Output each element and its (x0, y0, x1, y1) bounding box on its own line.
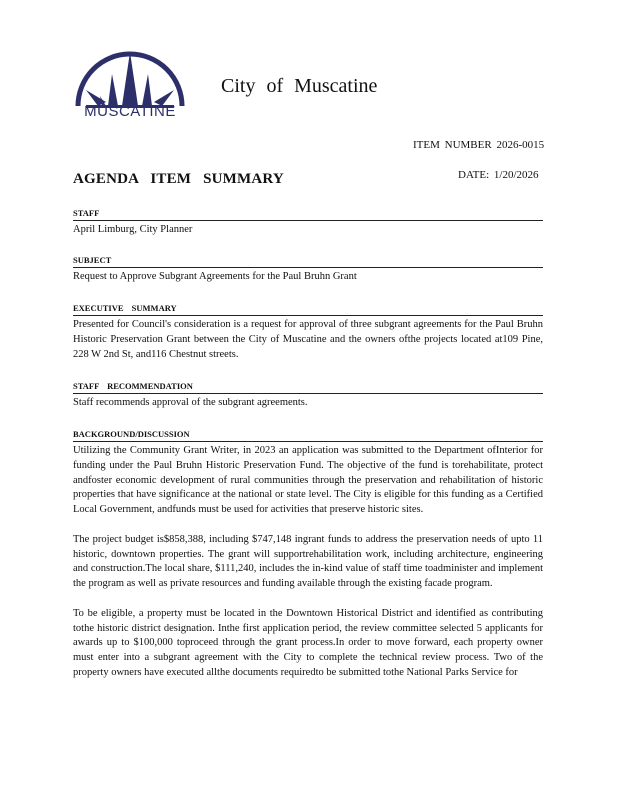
background-paragraph: To be eligible, a property must be located in the Downtown Historical District and identified as contributing tothe historic district designation. Inthe first application period, the review committee selected 5 applicants for awards up to $100,000 toproceed through the grant process.In order to move forward, each property owner must enter into a subgrant agreement with the City to complete the technical review process. Two of the property owners have executed allthe documents requiredto be submitted tothe National Parks Service for (73, 607, 543, 678)
logo-text: MUSCATINE (84, 103, 176, 120)
background-section (73, 429, 543, 696)
staff-recommendation-text: Staff recommends approval of the subgrant agreements. (73, 397, 308, 408)
staff-section (73, 208, 543, 238)
executive-summary-section (73, 303, 543, 362)
background-paragraph: The project budget is$858,388, including $747,148 ingrant funds to address the preservation needs of upto 11 historic, downtown properties. The grant will supportrehabilitation work, including architecture, engineering and construction.The local share, $111,240, includes the in-kind value of staff time toadminister and implement the program as well as private resources and funding available through the existing facade program. (73, 533, 543, 590)
staff-text: April Limburg, City Planner (73, 224, 193, 235)
item-number: ITEM NUMBER 2026-0015 (413, 139, 545, 151)
city-logo (72, 50, 188, 124)
section-label: STAFF RECOMMENDATION (73, 381, 543, 394)
staff-recommendation-section (73, 381, 543, 411)
subject-section (73, 255, 543, 285)
city-title: City of Muscatine (221, 75, 378, 97)
sunburst-logo-icon (72, 50, 188, 108)
section-label: EXECUTIVE SUMMARY (73, 303, 543, 316)
executive-summary-text: Presented for Council's consideration is a request for approval of three subgrant agreements for the Paul Bruhn Historic Preservation Grant between the City of Muscatine and the owners ofthe projects located at109 Pine, 228 W 2nd St, and116 Chestnut streets. (73, 319, 543, 360)
page-title: AGENDA ITEM SUMMARY (73, 171, 284, 187)
section-label: BACKGROUND/DISCUSSION (73, 429, 543, 442)
section-label: STAFF (73, 208, 543, 221)
section-label: SUBJECT (73, 255, 543, 268)
subject-text: Request to Approve Subgrant Agreements for the Paul Bruhn Grant (73, 271, 357, 282)
background-body (73, 444, 543, 681)
background-paragraph: Utilizing the Community Grant Writer, in 2023 an application was submitted to the Department ofInterior for funding under the Paul Bruhn Historic Preservation Fund. The objective of the fund is torehabilitate, protect andfoster economic development of rural communities through the preservation and rehabilitation of historic properties that have significance at the national or state level. The City is eligible for this funding as a Certified Local Government, andfunds must be used for activities that preserve historic sites. (73, 445, 543, 516)
agenda-date: DATE: 1/20/2026 (458, 169, 539, 181)
